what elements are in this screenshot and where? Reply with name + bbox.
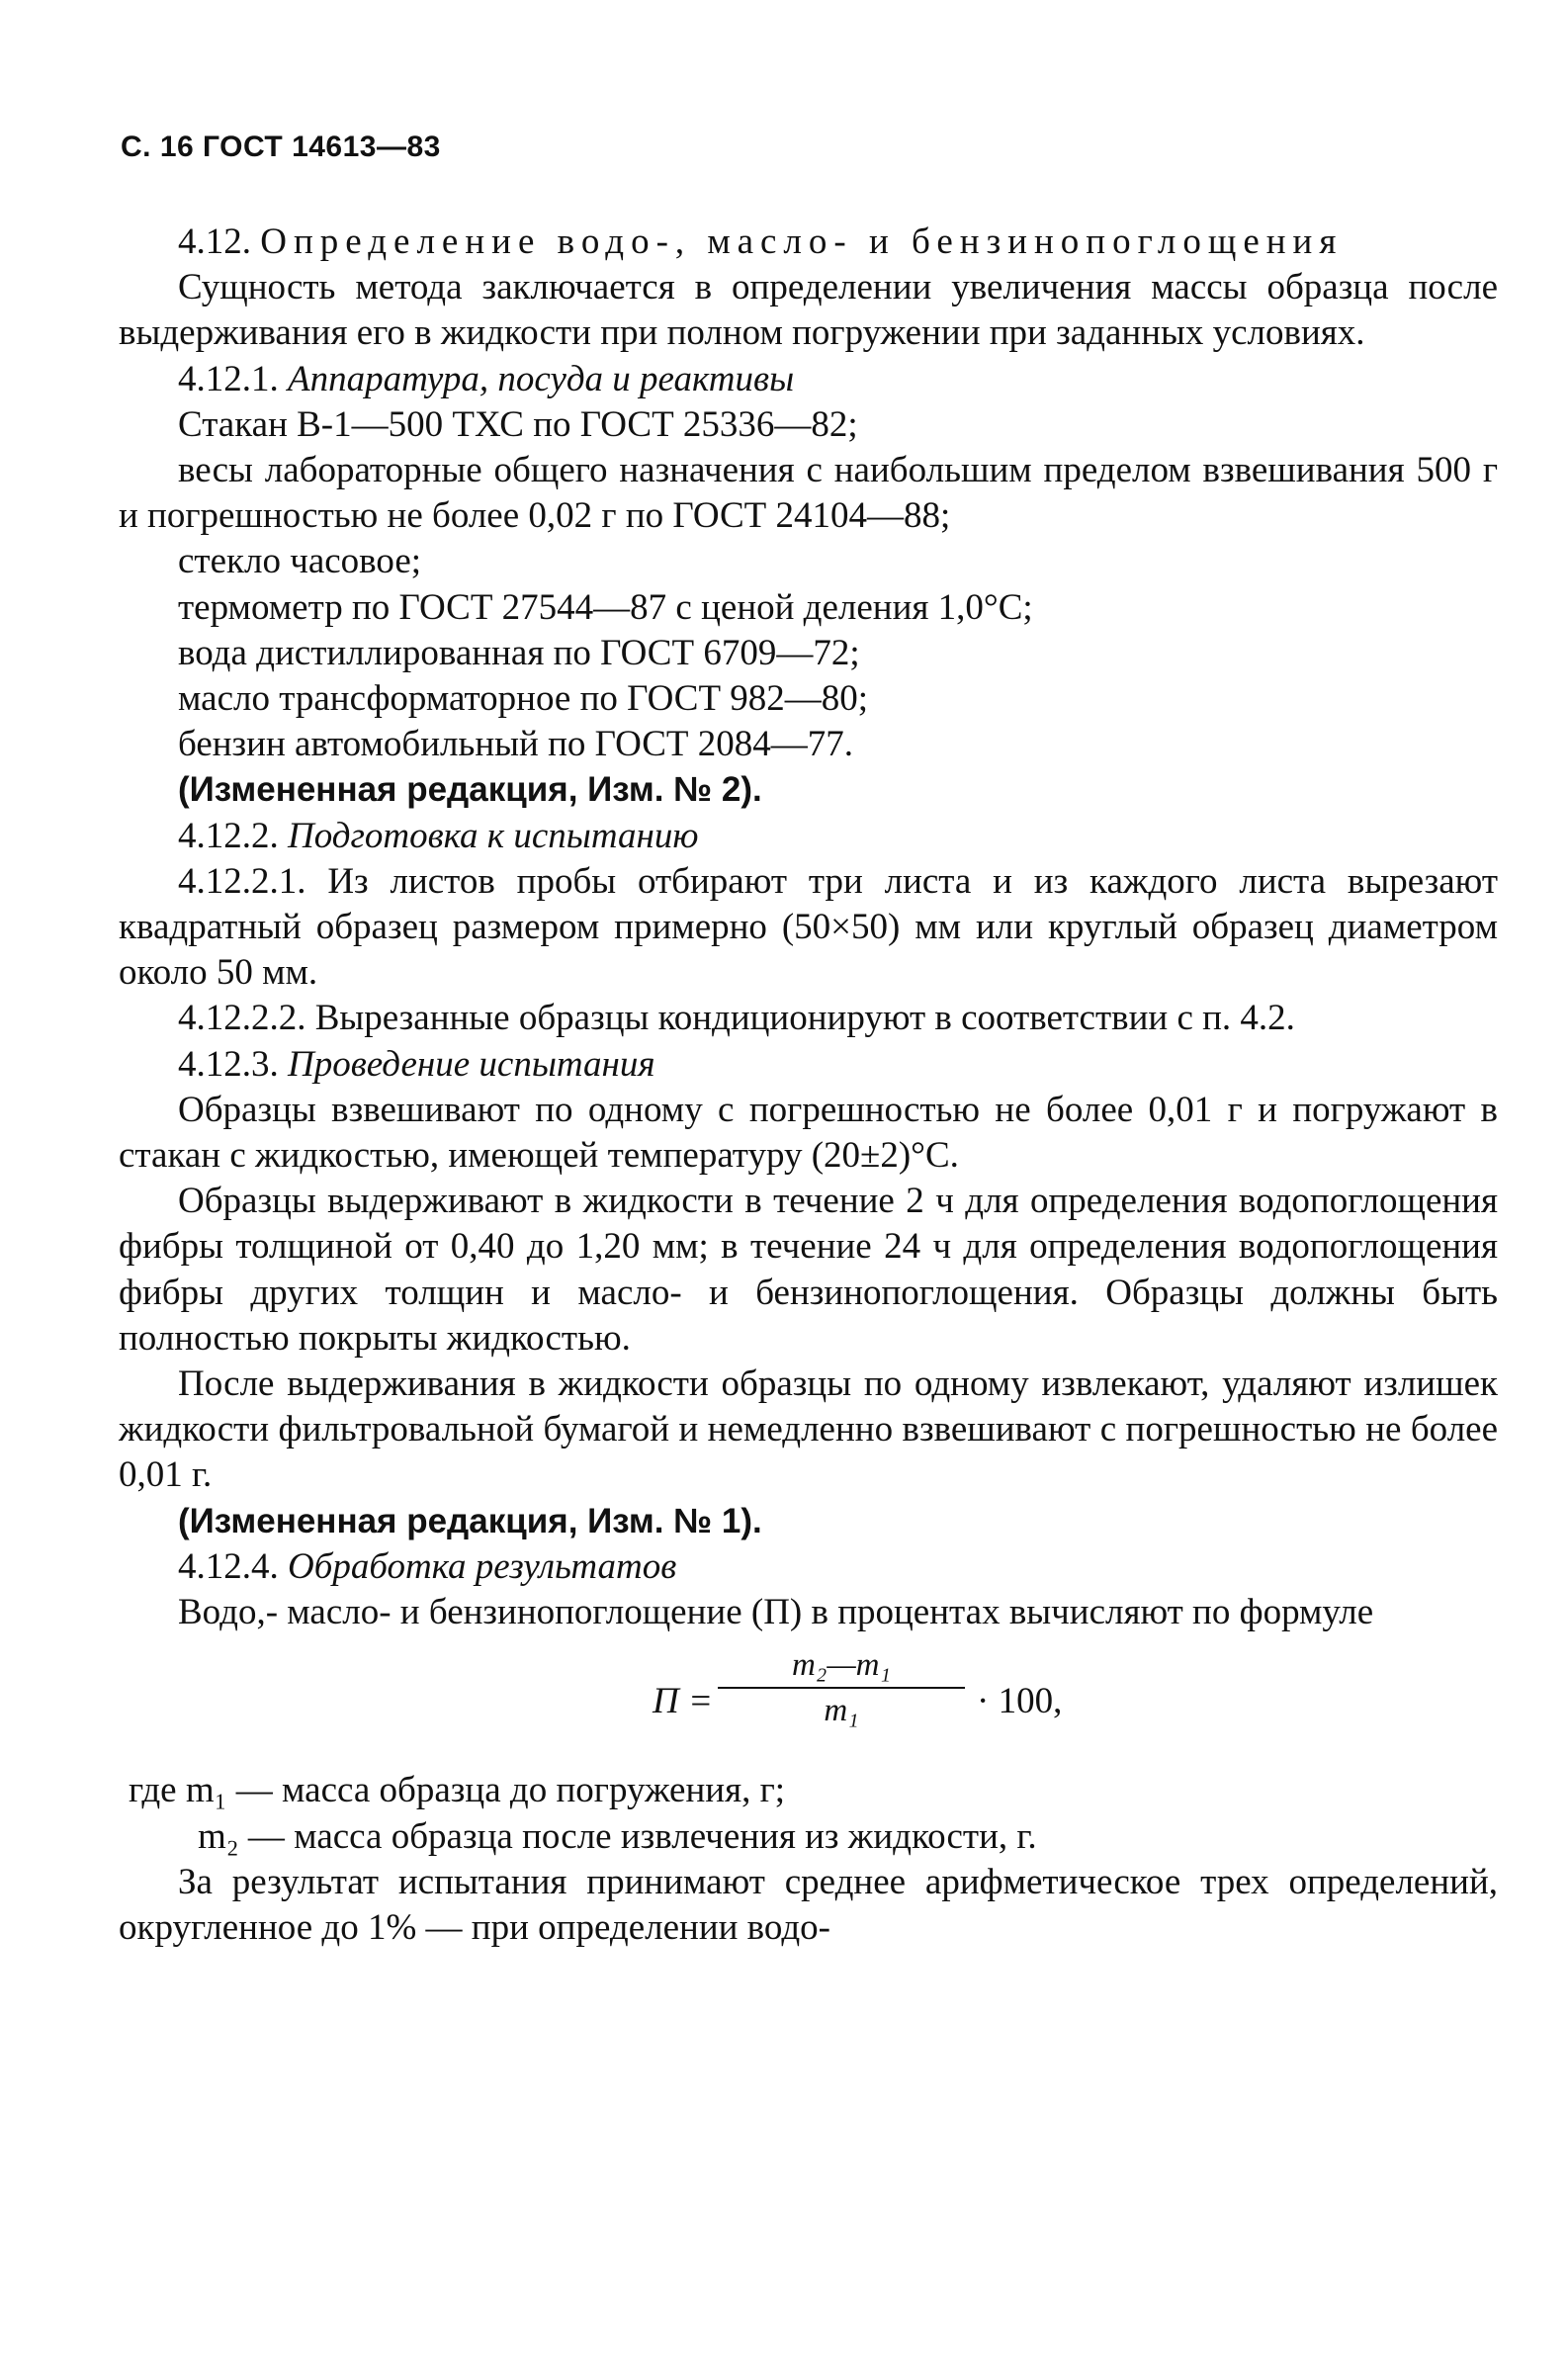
essence-paragraph: Сущность метода заключается в определении увеличения массы образца после выдерживания его в жидкости при полном погружении при заданных условиях.	[119, 267, 1498, 354]
calculation-paragraph: Водо,- масло- и бензинопоглощение (П) в процентах вычисляют по формуле	[178, 1592, 1374, 1633]
subsection-title: Обработка результатов	[288, 1545, 677, 1587]
paragraph-4-12-2-1: 4.12.2.1. Из листов пробы отбирают три листа и из каждого листа вырезают квадратный образец размером примерно (50×50) мм или круглый образец диаметром около 50 мм.	[119, 860, 1498, 994]
formula-denominator: m₁	[824, 1693, 859, 1729]
legend-m2: m₂ — масса образца после извлечения из жидкости, г.	[198, 1815, 1037, 1857]
equipment-item: масло трансформаторное по ГОСТ 982—80;	[178, 678, 869, 720]
subsection-heading-4-12-4	[119, 1544, 1498, 1590]
weighing-paragraph: Образцы взвешивают по одному с погрешностью не более 0,01 г и погружают в стакан с жидкостью, имеющей температуру (20±2)°С.	[119, 1089, 1498, 1177]
equipment-item: Стакан В-1—500 ТХС по ГОСТ 25336—82;	[178, 403, 858, 445]
result-paragraph: За результат испытания принимают среднее арифметическое трех определений, округленное до 1% — при определении водо-	[119, 1861, 1498, 1948]
page-header: С. 16 ГОСТ 14613—83	[121, 131, 441, 163]
formula-numerator: m₂—m₁	[718, 1645, 965, 1689]
equipment-item: весы лабораторные общего назначения с наибольшим пределом взвешивания 500 г и погрешностью не более 0,02 г по ГОСТ 24104—88;	[119, 450, 1498, 537]
subsection-number: 4.12.3.	[178, 1043, 279, 1085]
subsection-heading-4-12-2	[119, 814, 1498, 859]
subsection-title: Проведение испытания	[288, 1043, 655, 1085]
extraction-paragraph: После выдерживания в жидкости образцы по одному извлекают, удаляют излишек жидкости фильтровальной бумагой и немедленно взвешивают с погрешностью не более 0,01 г.	[119, 1363, 1498, 1496]
formula-lhs: П =	[653, 1681, 713, 1722]
subsection-title: Аппаратура, посуда и реактивы	[288, 358, 795, 399]
formula-legend	[119, 1768, 1498, 1859]
absorption-formula	[119, 1645, 1498, 1764]
subsection-number: 4.12.4.	[178, 1545, 279, 1587]
section-number: 4.12.	[178, 221, 251, 262]
equipment-item: бензин автомобильный по ГОСТ 2084—77.	[178, 724, 854, 765]
formula-multiplier: · 100,	[977, 1681, 1063, 1722]
equipment-item: вода дистиллированная по ГОСТ 6709—72;	[178, 632, 860, 673]
formula-fraction	[718, 1645, 965, 1732]
section-title: Определение водо-, масло- и бензинопоглощения	[260, 221, 1344, 262]
subsection-number: 4.12.1.	[178, 358, 279, 399]
document-body	[119, 220, 1498, 1951]
subsection-heading-4-12-1	[119, 357, 1498, 402]
subsection-number: 4.12.2.	[178, 815, 279, 856]
paragraph-4-12-2-2: 4.12.2.2. Вырезанные образцы кондиционируют в соответствии с п. 4.2.	[178, 998, 1295, 1039]
amendment-note-2: (Измененная редакция, Изм. № 2).	[178, 770, 762, 810]
section-heading-4-12	[119, 220, 1498, 265]
amendment-note-1: (Измененная редакция, Изм. № 1).	[178, 1501, 762, 1540]
subsection-heading-4-12-3	[119, 1042, 1498, 1088]
equipment-item: термометр по ГОСТ 27544—87 с ценой деления 1,0°С;	[178, 586, 1033, 628]
equipment-item: стекло часовое;	[178, 541, 422, 582]
soaking-paragraph: Образцы выдерживают в жидкости в течение 2 ч для определения водопоглощения фибры толщиной от 0,40 до 1,20 мм; в течение 24 ч для определения водопоглощения фибры других толщин и масло- и бензинопоглощения. Образцы должны быть полностью покрыты жидкостью.	[119, 1181, 1498, 1359]
legend-m1: где m₁ — масса образца до погружения, г;	[129, 1770, 786, 1811]
subsection-title: Подготовка к испытанию	[288, 815, 699, 856]
